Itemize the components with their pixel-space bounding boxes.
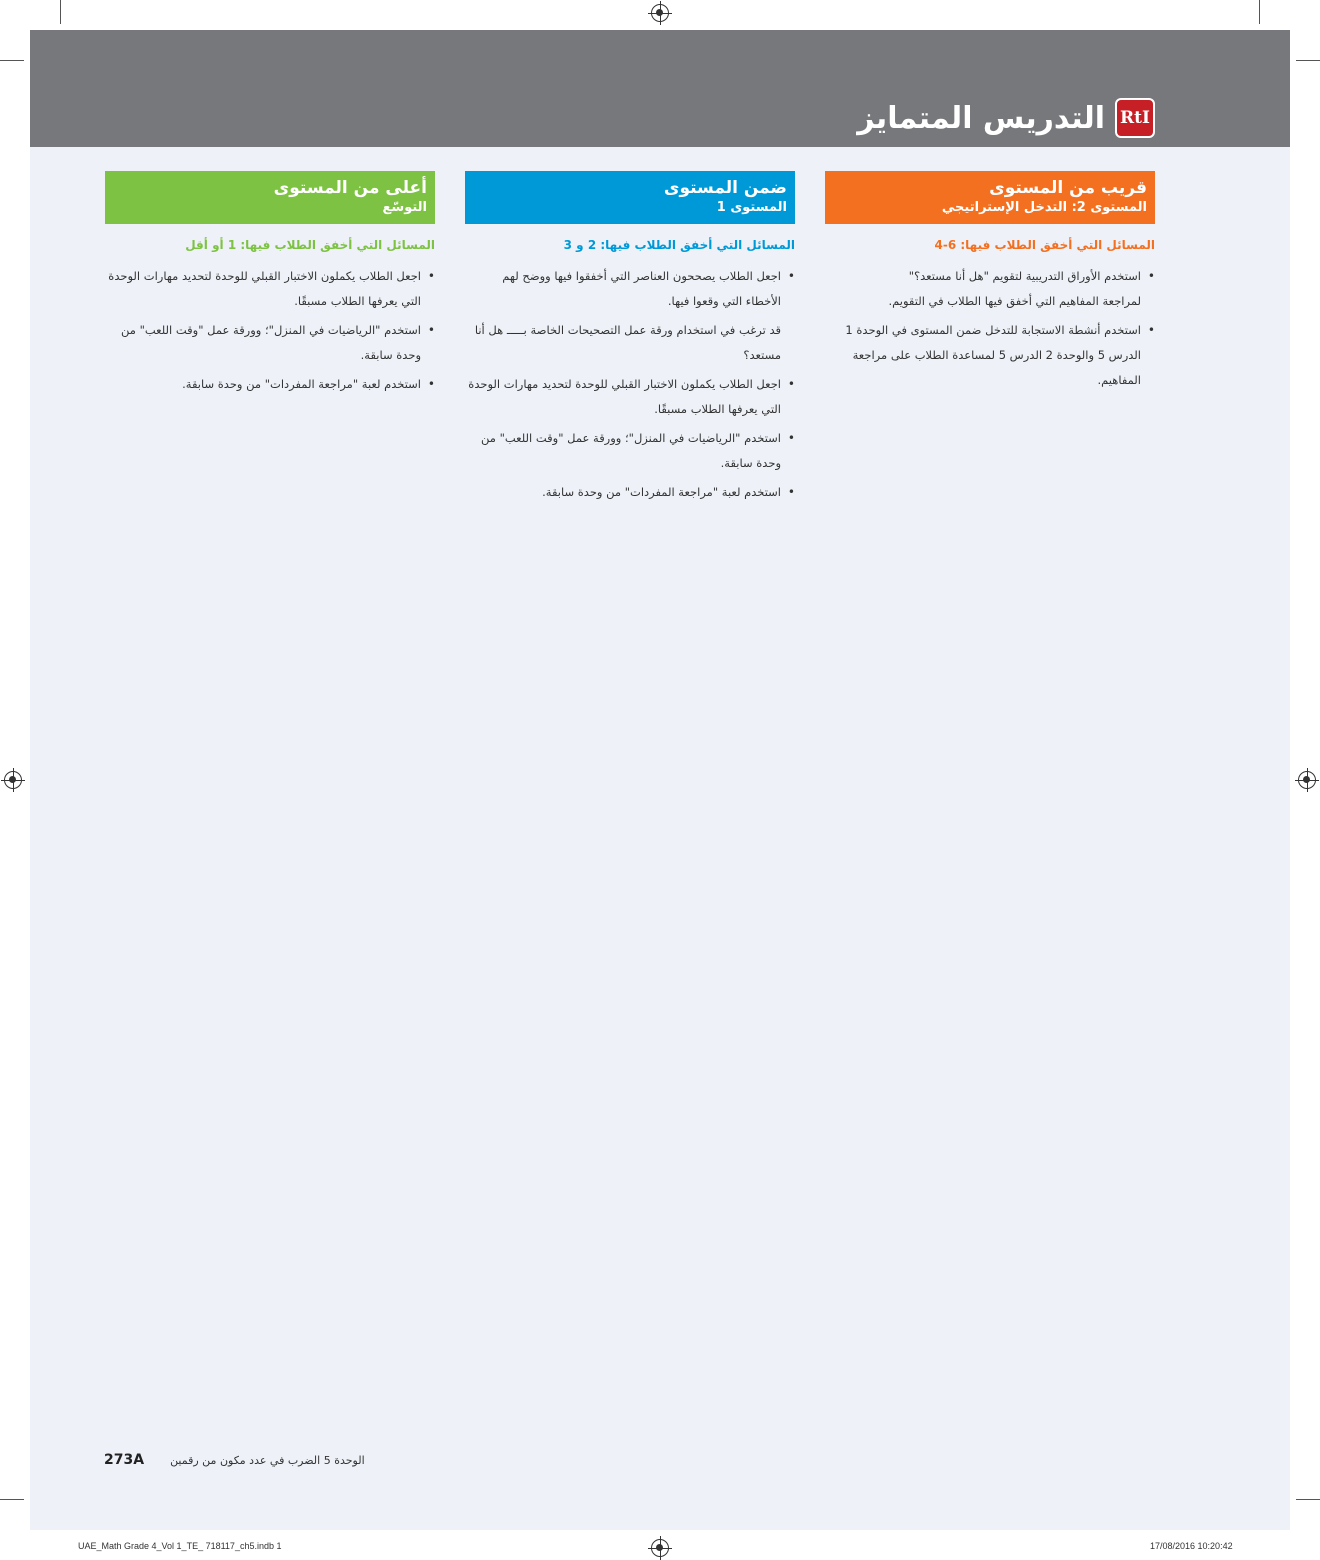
- list-item: قد ترغب في استخدام ورقة عمل التصحيحات الخاصة بـــــ هل أنا مستعد؟: [474, 323, 781, 362]
- list-item: • استخدم "الرياضيات في المنزل"؛ وورقة عمل "وقت اللعب" من وحدة سابقة.: [465, 426, 781, 476]
- slug-filename: UAE_Math Grade 4_Vol 1_TE_ 718117_ch5.indb 1: [78, 1541, 282, 1551]
- registration-mark-icon: [4, 771, 22, 789]
- footer-caption: الوحدة 5 الضرب في عدد مكون من رقمين: [170, 1453, 365, 1467]
- page-footer: [104, 1452, 365, 1468]
- column-title: قريب من المستوى: [989, 178, 1147, 198]
- registration-mark-icon: [651, 4, 669, 22]
- list-item: • استخدم "الرياضيات في المنزل"؛ وورقة عمل "وقت اللعب" من وحدة سابقة.: [105, 318, 421, 368]
- list-item: • استخدم أنشطة الاستجابة للتدخل ضمن المستوى في الوحدة 1 الدرس 5 والوحدة 2 الدرس 5 لمساعدة الطلاب على مراجعة المفاهيم.: [825, 318, 1141, 393]
- column-header: [465, 171, 795, 224]
- crop-mark: [0, 60, 24, 61]
- missed-problems-label: المسائل التي أخفق الطلاب فيها: 6-4: [934, 238, 1155, 252]
- column-subtitle: المستوى 1: [716, 200, 787, 215]
- column-header: [105, 171, 435, 224]
- column-above-level: [105, 171, 435, 401]
- registration-mark-icon: [651, 1539, 669, 1557]
- missed-problems-label: المسائل التي أخفق الطلاب فيها: 2 و 3: [563, 238, 795, 252]
- missed-problems-label: المسائل التي أخفق الطلاب فيها: 1 أو أقل: [185, 238, 435, 252]
- strategy-list: [825, 264, 1155, 393]
- crop-mark: [1259, 0, 1260, 24]
- column-title: ضمن المستوى: [663, 178, 787, 198]
- column-subtitle: التوسّع: [382, 200, 427, 215]
- list-item: • اجعل الطلاب يكملون الاختبار القبلي للوحدة لتحديد مهارات الوحدة التي يعرفها الطلاب مسبقًا.: [105, 264, 421, 314]
- column-on-level: [465, 171, 795, 509]
- list-item: • استخدم لعبة "مراجعة المفردات" من وحدة سابقة.: [105, 372, 421, 397]
- crop-mark: [1296, 1499, 1320, 1500]
- strategy-list: [105, 264, 435, 397]
- page-number: 273A: [104, 1452, 145, 1468]
- strategy-list: [465, 264, 795, 505]
- rti-badge: RtI: [1115, 98, 1155, 138]
- list-item: • استخدم الأوراق التدريبية لتقويم "هل أنا مستعد؟": [825, 264, 1141, 289]
- crop-mark: [0, 1499, 24, 1500]
- list-item: • اجعل الطلاب يصححون العناصر التي أخفقوا فيها ووضح لهم الأخطاء التي وقعوا فيها.: [465, 264, 781, 314]
- column-subtitle: المستوى 2: التدخل الإستراتيجي: [941, 200, 1147, 215]
- column-header: [825, 171, 1155, 224]
- crop-mark: [60, 0, 61, 24]
- column-title: أعلى من المستوى: [273, 178, 427, 198]
- slug-datetime: 17/08/2016 10:20:42: [1150, 1541, 1233, 1551]
- list-item: لمراجعة المفاهيم التي أخفق فيها الطلاب في التقويم.: [888, 294, 1141, 308]
- crop-mark: [1296, 60, 1320, 61]
- list-item: • استخدم لعبة "مراجعة المفردات" من وحدة سابقة.: [465, 480, 781, 505]
- registration-mark-icon: [1298, 771, 1316, 789]
- page-title: التدريس المتمايز: [857, 100, 1105, 136]
- list-item: • اجعل الطلاب يكملون الاختبار القبلي للوحدة لتحديد مهارات الوحدة التي يعرفها الطلاب مسبقًا.: [465, 372, 781, 422]
- page: [30, 30, 1290, 1530]
- page-header: [857, 96, 1155, 140]
- column-below-level: [825, 171, 1155, 397]
